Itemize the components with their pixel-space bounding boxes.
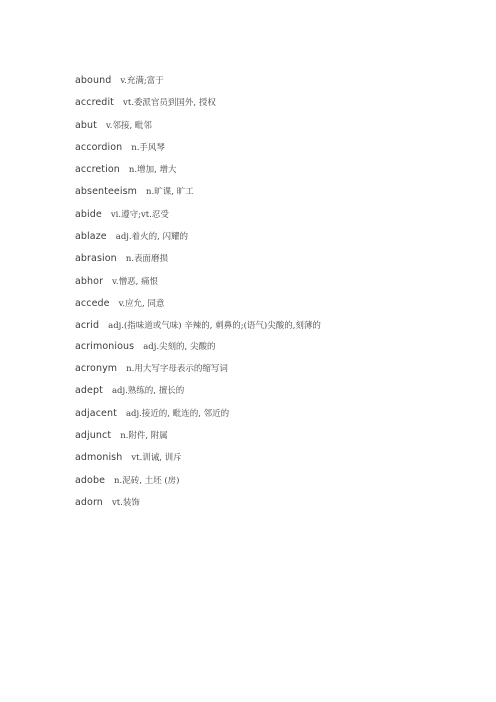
entry-word: abrasion [75, 253, 117, 265]
entry-definition: adj.接近的, 毗连的, 邻近的 [125, 408, 230, 419]
entry-definition: adj.(指味道或气味) 辛辣的, 刺鼻的;(语气)尖酸的,刻薄的 [108, 321, 321, 332]
list-item [75, 496, 475, 518]
entry-word: acrid [75, 320, 100, 332]
entry-word: adjacent [75, 407, 117, 419]
list-item [75, 185, 475, 207]
entry-word: ablaze [75, 231, 107, 243]
entry-definition: n.表面磨损 [125, 254, 168, 265]
entry-definition: vt.装饰 [111, 497, 140, 508]
list-item [75, 96, 475, 118]
entry-definition: adj.尖刻的, 尖酸的 [143, 341, 216, 352]
list-item [75, 340, 475, 362]
entry-word: accretion [75, 164, 120, 176]
entry-definition: n.附件, 附属 [120, 430, 168, 441]
entry-word: acronym [75, 363, 118, 375]
list-item [75, 252, 475, 274]
list-item [75, 141, 475, 163]
entry-definition: adj.熟练的, 擅长的 [111, 386, 185, 397]
entry-word: adobe [75, 474, 106, 486]
list-item [75, 384, 475, 406]
list-item [75, 319, 475, 340]
entry-definition: n.旷课, 旷工 [146, 187, 194, 198]
entry-word: admonish [75, 452, 123, 464]
list-item [75, 362, 475, 384]
entry-word: abound [75, 75, 112, 86]
list-item [75, 119, 475, 141]
list-item [75, 230, 475, 252]
entry-word: absenteeism [75, 186, 138, 198]
entry-word: accredit [75, 97, 115, 109]
entry-word: adjunct [75, 429, 112, 441]
entry-word: accede [75, 297, 110, 309]
entry-definition: v.邻接, 毗邻 [106, 120, 152, 131]
entry-word: abide [75, 208, 102, 220]
list-item [75, 208, 475, 230]
list-item [75, 275, 475, 297]
entry-definition: n.用大写字母表示的缩写词 [126, 364, 228, 375]
entry-word: abut [75, 119, 97, 131]
entry-word: adept [75, 385, 103, 397]
entry-definition: v.憎恶, 痛恨 [112, 276, 158, 287]
list-item [75, 163, 475, 185]
entry-definition: n.手风琴 [131, 142, 165, 153]
entry-word: acrimonious [75, 340, 135, 352]
entry-definition: n.泥砖, 土坯 (房) [114, 475, 180, 486]
list-item [75, 407, 475, 429]
entry-definition: vt.委派官员到国外, 授权 [123, 98, 216, 109]
list-item [75, 74, 475, 96]
list-item [75, 451, 475, 473]
entry-word: accordion [75, 141, 123, 153]
entry-definition: vi.遵守;vt.忍受 [110, 209, 169, 220]
list-item [75, 297, 475, 319]
vocabulary-list [75, 74, 475, 518]
entry-definition: v.充满;富于 [120, 76, 164, 86]
entry-definition: n.增加, 增大 [128, 165, 177, 176]
entry-word: abhor [75, 275, 104, 287]
entry-word: adorn [75, 496, 103, 508]
list-item [75, 474, 475, 496]
list-item [75, 429, 475, 451]
entry-definition: adj.着火的, 闪耀的 [115, 232, 189, 243]
entry-definition: vt.训诫, 训斥 [131, 453, 182, 464]
entry-definition: v.应允, 同意 [118, 298, 165, 309]
